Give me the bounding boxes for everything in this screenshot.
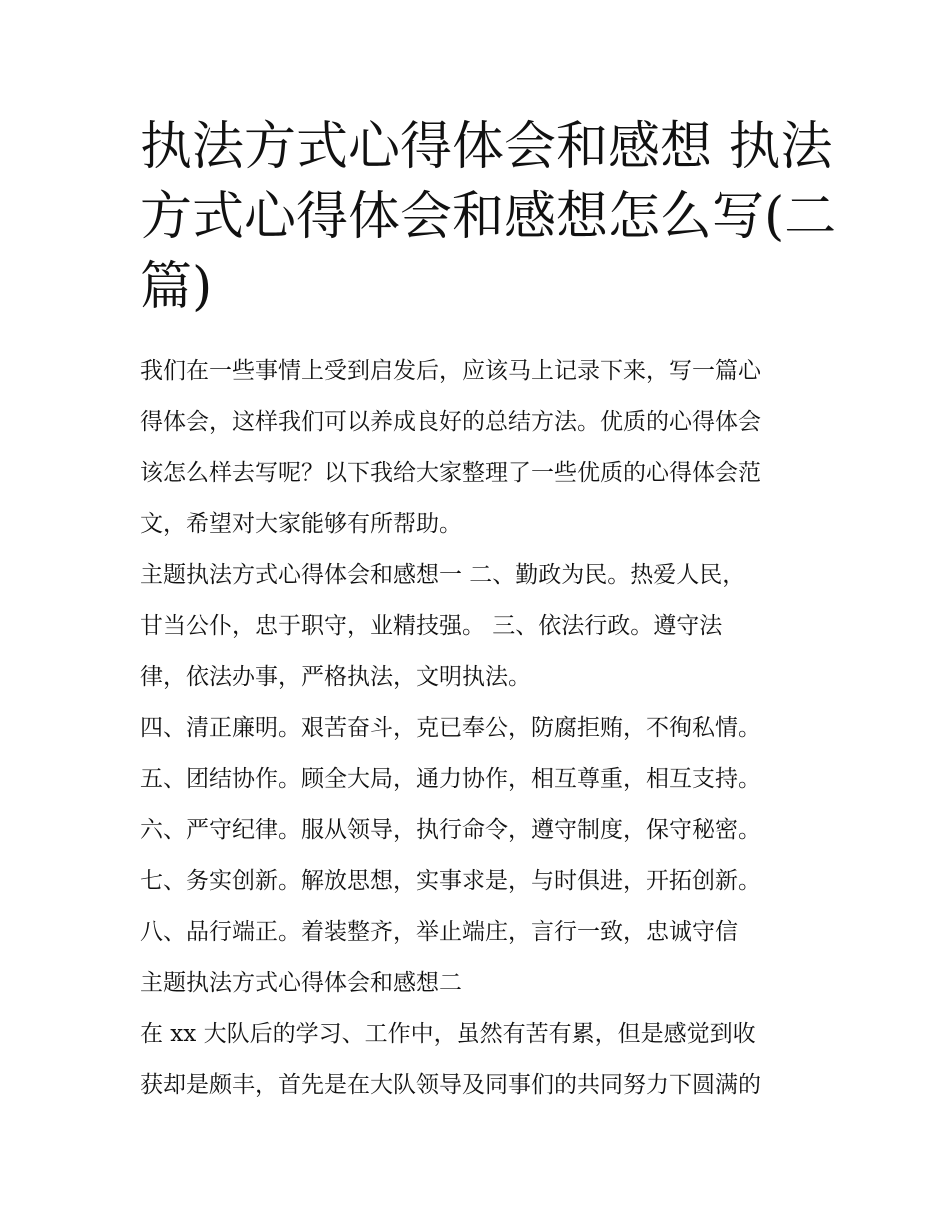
title-line: 篇)	[140, 257, 213, 317]
body-line: 得体会，这样我们可以养成良好的总结方法。优质的心得体会	[140, 409, 761, 435]
body-line: 四、清正廉明。艰苦奋斗，克已奉公，防腐拒贿，不徇私情。	[140, 715, 761, 741]
body-line: 六、严守纪律。服从领导，执行命令，遵守制度，保守秘密。	[140, 817, 761, 843]
document-title	[140, 112, 837, 322]
body-line: 获却是颇丰，首先是在大队领导及同事们的共同努力下圆满的	[140, 1072, 761, 1098]
body-line: 文，希望对大家能够有所帮助。	[140, 511, 462, 537]
body-line: 八、品行端正。着装整齐，举止端庄，言行一致，忠诚守信	[140, 919, 738, 945]
document-content	[140, 112, 837, 1111]
body-line: 甘当公仆，忠于职守，业精技强。 三、依法行政。遵守法	[140, 613, 723, 639]
body-line: 五、团结协作。顾全大局，通力协作，相互尊重，相互支持。	[140, 766, 761, 792]
document-body	[140, 346, 820, 1111]
body-line: 在 xx 大队后的学习、工作中，虽然有苦有累，但是感觉到收	[140, 1021, 756, 1047]
body-line: 律，依法办事，严格执法，文明执法。	[140, 664, 531, 690]
title-line: 方式心得体会和感想怎么写(二	[140, 187, 837, 247]
body-line: 七、务实创新。解放思想，实事求是，与时俱进，开拓创新。	[140, 868, 761, 894]
body-line: 我们在一些事情上受到启发后，应该马上记录下来，写一篇心	[140, 358, 761, 384]
title-line: 执法方式心得体会和感想 执法	[140, 117, 833, 177]
body-line: 该怎么样去写呢？以下我给大家整理了一些优质的心得体会范	[140, 460, 761, 486]
section-heading-line: 主题执法方式心得体会和感想一 二、勤政为民。热爱人民，	[140, 562, 746, 588]
section-heading-line: 主题执法方式心得体会和感想二	[140, 970, 462, 996]
